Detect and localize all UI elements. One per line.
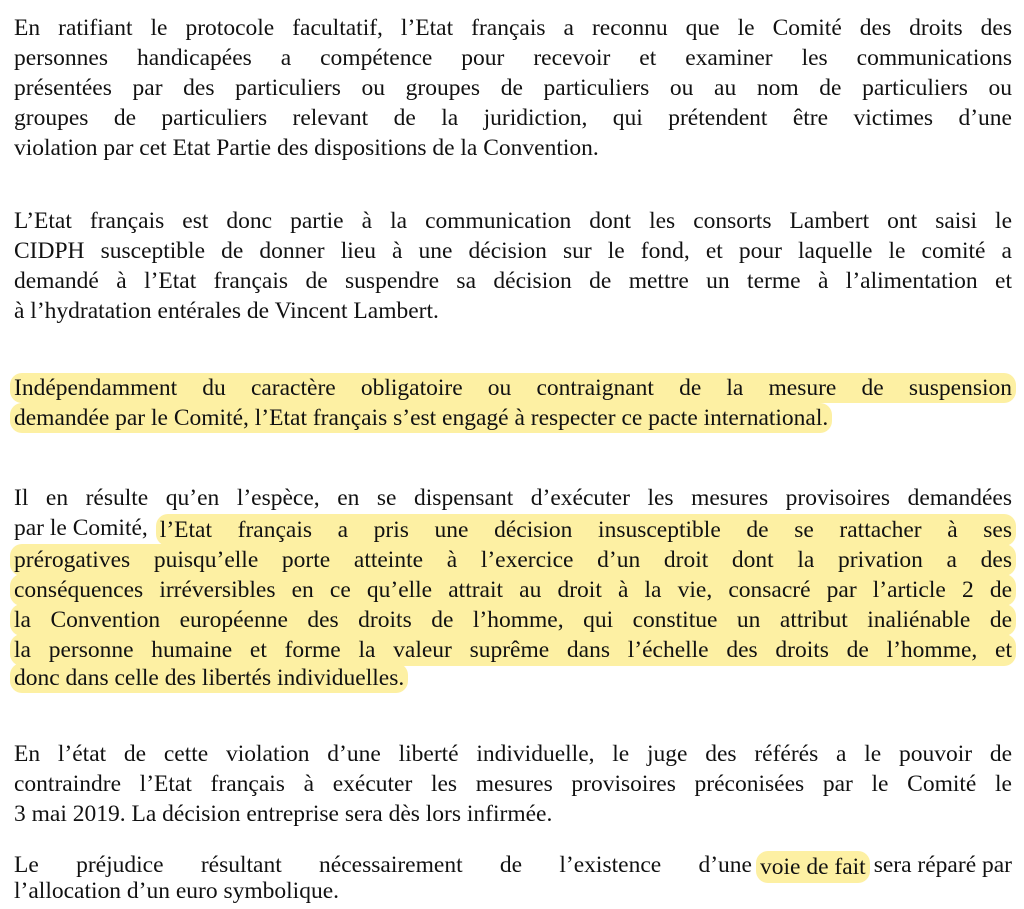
highlight-mark: l’Etat français a pris une décision insusceptible de se rattacher à ses: [156, 514, 1016, 546]
text-line: présentées par des particuliers ou groupes de particuliers ou au nom de particuliers ou: [14, 75, 1012, 101]
text-line: En ratifiant le protocole facultatif, l’Etat français a reconnu que le Comité des droits des: [14, 15, 1012, 41]
text-line: Il en résulte qu’en l’espèce, en se dispensant d’exécuter les mesures provisoires demandées: [14, 485, 1012, 511]
highlight-mark: Indépendamment du caractère obligatoire ou contraignant de la mesure de suspension: [10, 373, 1016, 403]
text-line: violation par cet Etat Partie des dispositions de la Convention.: [14, 135, 599, 161]
text-line: groupes de particuliers relevant de la juridiction, qui prétendent être victimes d’une: [14, 105, 1012, 131]
highlight-mark: la personne humaine et forme la valeur suprême dans l’échelle des droits de l’homme, et: [10, 634, 1016, 666]
highlight-mark: la Convention européenne des droits de l’homme, qui constitue un attribut inaliénable de: [10, 604, 1016, 636]
highlighted-line: [14, 544, 1012, 576]
text-line: L’Etat français est donc partie à la communication dont les consorts Lambert ont saisi le: [14, 208, 1012, 234]
text-line-mixed: [14, 514, 1012, 546]
text-line: l’allocation d’un euro symbolique.: [14, 878, 340, 904]
highlighted-line: [14, 634, 1012, 666]
text-line: personnes handicapées a compétence pour recevoir et examiner les communications: [14, 45, 1012, 71]
highlight-voie-de-fait: voie de fait: [756, 851, 870, 883]
text-line: demandé à l’Etat français de suspendre sa décision de mettre un terme à l’alimentation et: [14, 268, 1012, 294]
text-fragment: Le préjudice résultant nécessairement de l’existence d’une: [14, 852, 752, 878]
text-fragment: sera réparé par: [873, 852, 1012, 878]
highlighted-line: [14, 604, 1012, 636]
text-line: CIDPH susceptible de donner lieu à une décision sur le fond, et pour laquelle le comité a: [14, 238, 1012, 264]
text-line: contraindre l’Etat français à exécuter les mesures provisoires préconisées par le Comité le: [14, 771, 1012, 797]
highlight-mark: demandée par le Comité, l’Etat français s’est engagé à respecter ce pacte international.: [10, 403, 832, 433]
text-line: 3 mai 2019. La décision entreprise sera dès lors infirmée.: [14, 801, 553, 827]
text-fragment: par le Comité,: [14, 515, 148, 541]
highlighted-line: [14, 664, 1012, 692]
highlight-mark: conséquences irréversibles en ce qu’elle attrait au droit à la vie, consacré par l’article 2 de: [10, 574, 1016, 606]
highlighted-line: [14, 404, 1012, 432]
text-line: En l’état de cette violation d’une liberté individuelle, le juge des référés a le pouvoir de: [14, 741, 1012, 767]
highlight-mark: donc dans celle des libertés individuelles.: [10, 663, 408, 693]
highlighted-line: [14, 374, 1012, 402]
highlight-mark: prérogatives puisqu’elle porte atteinte à l’exercice d’un droit dont la privation a des: [10, 544, 1016, 576]
text-line: à l’hydratation entérales de Vincent Lambert.: [14, 298, 439, 324]
highlighted-line: [14, 574, 1012, 606]
